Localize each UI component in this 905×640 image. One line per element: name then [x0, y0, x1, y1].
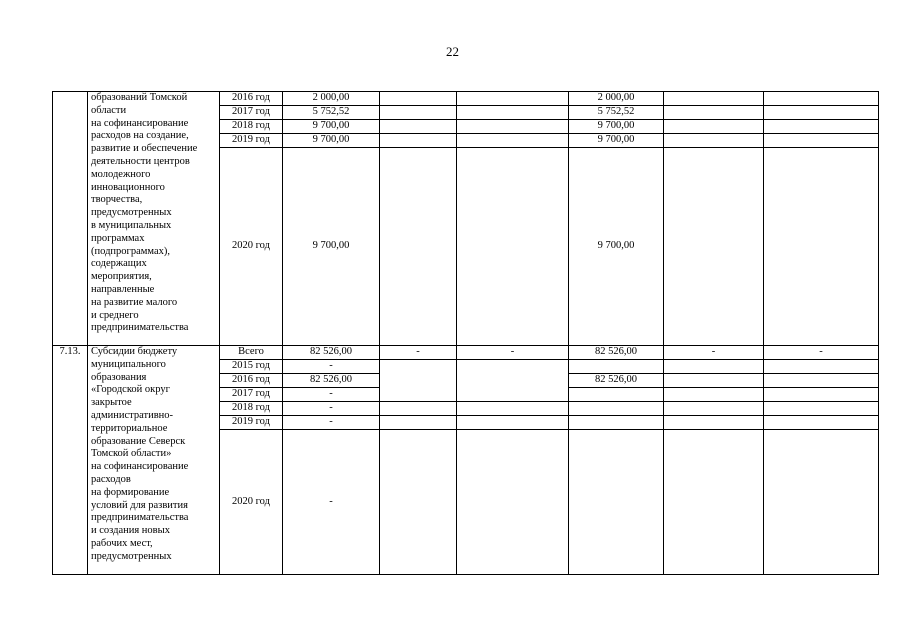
- value-cell: [764, 120, 879, 134]
- value-cell: [457, 388, 569, 402]
- year-cell: 2018 год: [220, 120, 283, 134]
- value-cell: [457, 360, 569, 374]
- value-cell: [457, 92, 569, 106]
- value-cell: [380, 148, 457, 346]
- value-cell: [664, 374, 764, 388]
- total-cell: 9 700,00: [283, 148, 380, 346]
- value-cell: [457, 134, 569, 148]
- value-cell: [380, 416, 457, 430]
- value-cell: [764, 374, 879, 388]
- value-cell: [764, 430, 879, 575]
- value-cell: [380, 388, 457, 402]
- value-cell: [457, 120, 569, 134]
- value-cell: 5 752,52: [569, 106, 664, 120]
- value-cell: [457, 402, 569, 416]
- year-cell: 2020 год: [220, 430, 283, 575]
- value-cell: [569, 360, 664, 374]
- value-cell: 82 526,00: [569, 346, 664, 360]
- value-cell: [569, 416, 664, 430]
- total-cell: 82 526,00: [283, 346, 380, 360]
- year-cell: 2016 год: [220, 92, 283, 106]
- year-cell: 2019 год: [220, 134, 283, 148]
- page-number: 22: [446, 44, 459, 59]
- value-cell: [380, 120, 457, 134]
- value-cell: [764, 360, 879, 374]
- row-number-cell: 7.13.: [53, 346, 88, 575]
- total-cell: 5 752,52: [283, 106, 380, 120]
- value-cell: [457, 106, 569, 120]
- value-cell: -: [380, 346, 457, 360]
- row-number-cell: [53, 92, 88, 346]
- value-cell: [457, 374, 569, 388]
- value-cell: [664, 388, 764, 402]
- total-cell: 9 700,00: [283, 134, 380, 148]
- table-row: [53, 92, 879, 106]
- value-cell: [664, 416, 764, 430]
- value-cell: 9 700,00: [569, 148, 664, 346]
- value-cell: 2 000,00: [569, 92, 664, 106]
- value-cell: [457, 430, 569, 575]
- total-cell: -: [283, 416, 380, 430]
- total-cell: 9 700,00: [283, 120, 380, 134]
- total-cell: -: [283, 402, 380, 416]
- description-cell: Субсидии бюджету муниципального образования «Городской округ закрытое административно- территориальное образование Северск Томской области» на софинансирование расходов на формирование условий для развития предпринимательства и создания новых рабочих мест, предусмотренных: [88, 346, 220, 575]
- value-cell: [457, 416, 569, 430]
- value-cell: [764, 134, 879, 148]
- total-cell: -: [283, 388, 380, 402]
- value-cell: [380, 134, 457, 148]
- year-cell: Всего: [220, 346, 283, 360]
- value-cell: [569, 388, 664, 402]
- value-cell: [664, 430, 764, 575]
- value-cell: [764, 388, 879, 402]
- table-row: [53, 346, 879, 360]
- year-cell: 2017 год: [220, 388, 283, 402]
- value-cell: -: [457, 346, 569, 360]
- value-cell: [380, 92, 457, 106]
- year-cell: 2015 год: [220, 360, 283, 374]
- value-cell: [569, 430, 664, 575]
- value-cell: [764, 416, 879, 430]
- value-cell: [664, 360, 764, 374]
- total-cell: 2 000,00: [283, 92, 380, 106]
- value-cell: [380, 106, 457, 120]
- value-cell: [569, 402, 664, 416]
- value-cell: [664, 120, 764, 134]
- year-cell: 2019 год: [220, 416, 283, 430]
- value-cell: 9 700,00: [569, 120, 664, 134]
- value-cell: [764, 92, 879, 106]
- value-cell: [380, 430, 457, 575]
- value-cell: 9 700,00: [569, 134, 664, 148]
- total-cell: 82 526,00: [283, 374, 380, 388]
- value-cell: -: [664, 346, 764, 360]
- value-cell: [380, 402, 457, 416]
- value-cell: [764, 148, 879, 346]
- value-cell: [664, 148, 764, 346]
- value-cell: [664, 134, 764, 148]
- description-cell: образований Томской области на софинансирование расходов на создание, развитие и обеспечение деятельности центров молодежного инновационного творчества, предусмотренных в муниципальных программах (подпрограммах), содержащих мероприятия, направленные на развитие малого и среднего предпринимательства: [88, 92, 220, 346]
- value-cell: [457, 148, 569, 346]
- value-cell: [664, 402, 764, 416]
- value-cell: [664, 106, 764, 120]
- budget-table: [52, 91, 879, 575]
- value-cell: [380, 374, 457, 388]
- year-cell: 2017 год: [220, 106, 283, 120]
- value-cell: [764, 106, 879, 120]
- year-cell: 2016 год: [220, 374, 283, 388]
- value-cell: [664, 92, 764, 106]
- value-cell: -: [764, 346, 879, 360]
- year-cell: 2018 год: [220, 402, 283, 416]
- value-cell: 82 526,00: [569, 374, 664, 388]
- value-cell: [764, 402, 879, 416]
- total-cell: -: [283, 430, 380, 575]
- year-cell: 2020 год: [220, 148, 283, 346]
- total-cell: -: [283, 360, 380, 374]
- value-cell: [380, 360, 457, 374]
